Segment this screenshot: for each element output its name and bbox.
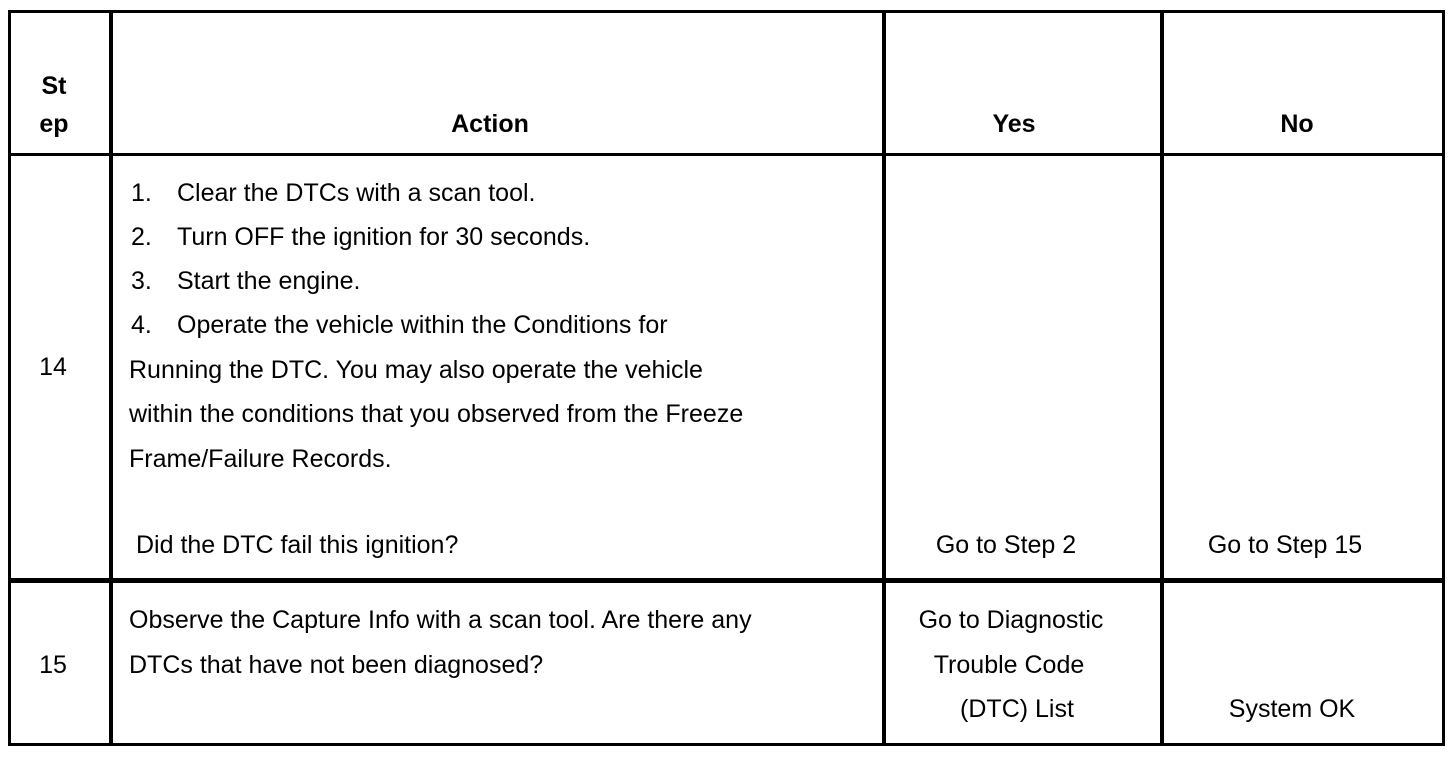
column-divider-step [109,10,113,746]
action-item-text: Clear the DTCs with a scan tool. [177,179,536,207]
yes-result: Go to Step 2 [935,531,1077,559]
yes-result-line: Trouble Code [933,651,1085,679]
action-continuation-line: Running the DTC. You may also operate the vehicle [129,356,703,384]
action-question: Did the DTC fail this ignition? [136,531,459,559]
row-step-number: 15 [39,651,67,679]
header-step-line1: St [41,72,67,100]
action-item-text: Start the engine. [177,267,361,295]
header-no: No [1280,110,1314,138]
action-continuation-line: within the conditions that you observed from the Freeze [129,400,744,428]
action-item-text: Turn OFF the ignition for 30 seconds. [177,223,591,251]
table-border-bottom [8,743,1445,746]
action-item-number: 4. [131,311,152,339]
action-item-number: 2. [131,223,152,251]
action-continuation-line: Frame/Failure Records. [129,445,392,473]
yes-result-line: (DTC) List [960,695,1074,723]
action-item-number: 1. [131,179,152,207]
action-line: Observe the Capture Info with a scan tool. Are there any [129,606,752,634]
row-step-number: 14 [39,353,67,381]
row-divider [8,578,1445,583]
action-item-text: Operate the vehicle within the Conditions for [177,311,668,339]
header-step-line2: ep [39,110,69,138]
column-divider-action [882,10,886,746]
no-result: System OK [1228,695,1356,723]
table-border-top [8,10,1445,13]
header-row-divider [8,153,1445,156]
action-item-number: 3. [131,267,152,295]
no-result: Go to Step 15 [1207,531,1363,559]
table-border-right [1442,10,1445,746]
table-border-left [8,10,11,746]
yes-result-line: Go to Diagnostic [918,606,1104,634]
action-line: DTCs that have not been diagnosed? [129,651,544,679]
header-yes: Yes [992,110,1036,138]
column-divider-yes [1160,10,1164,746]
header-action: Action [451,110,529,138]
